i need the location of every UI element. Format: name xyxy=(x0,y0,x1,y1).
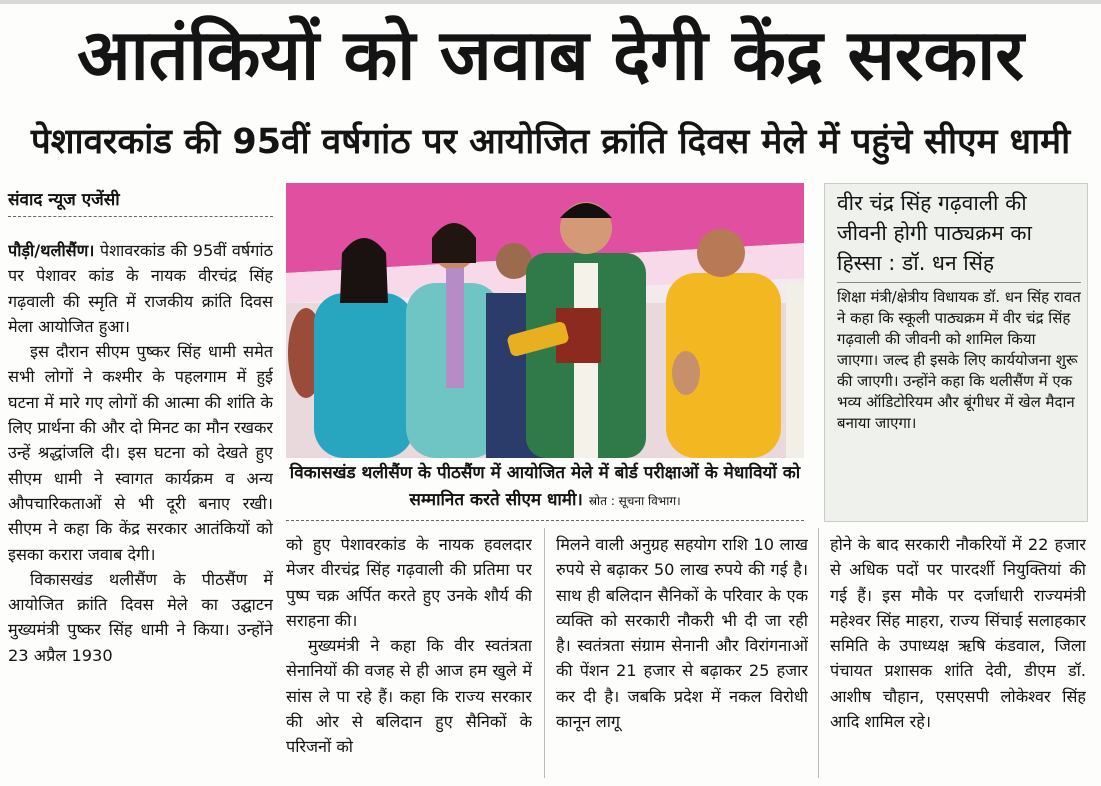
column-divider xyxy=(818,528,819,778)
paragraph: विकासखंड थलीसैंण के पीठसैंण में आयोजित क्रांति दिवस मेले का उद्घाटन मुख्यमंत्री पुष्कर सिंह धामी ने किया। उन्होंने 23 अप्रैल 1930 xyxy=(8,569,273,665)
paragraph: मुख्यमंत्री ने कहा कि वीर स्वतंत्रता सेनानियों की वजह से ही आज हम खुले में सांस ले पा रहे हैं। कहा कि राज्य सरकार की ओर से बलिदान हुए सैनिकों के परिजनों को xyxy=(286,636,532,757)
subheadline: पेशावरकांड की 95वीं वर्षगांठ पर आयोजित क्रांति दिवस मेले में पहुंचे सीएम धामी xyxy=(30,122,1071,162)
paragraph xyxy=(8,238,273,339)
column-divider xyxy=(544,528,545,778)
paragraph: को हुए पेशावरकांड के नायक हवलदार मेजर वीरचंद्र सिंह गढ़वाली की प्रतिमा पर पुष्प चक्र अर्पित करते हुए उनके शौर्य की सराहना की। xyxy=(286,535,532,630)
paragraph: होने के बाद सरकारी नौकरियों में 22 हजार से अधिक पदों पर पारदर्शी नियुक्तियां की गई हैं। इस मौके पर दर्जाधारी राज्यमंत्री महेश्वर सिंह माहरा, राज्य सिंचाई सलाहकार समिति के उपाध्यक्ष ऋषि कंडवाल, जिला पंचायत प्रशासक शांति देवी, डीएम डॉ. आशीष चौहान, एसएसपी लोकेश्वर सिंह आदि शामिल रहे। xyxy=(830,535,1086,732)
sidebar-title: वीर चंद्र सिंह गढ़वाली की जीवनी होगी पाठ्यक्रम का हिस्सा : डॉ. धन सिंह xyxy=(837,188,1081,283)
photo-caption xyxy=(286,460,804,521)
sidebar-body: शिक्षा मंत्री/क्षेत्रीय विधायक डॉ. धन सिंह रावत ने कहा कि स्कूली पाठ्यक्रम में वीर चंद्र सिंह गढ़वाली की जीवनी को शामिल किया जाएगा। जल्द ही इसके लिए कार्ययोजना शुरू की जाएगी। उन्होंने कहा कि थलीसैंण में एक भव्य ऑडिटोरियम और बूंगीधर में खेल मैदान बनाया जाएगा। xyxy=(837,288,1081,432)
dateline: पौड़ी/थलीसैंण। xyxy=(8,241,95,260)
paragraph: इस दौरान सीएम पुष्कर सिंह धामी समेत सभी लोगों ने कश्मीर के पहलगाम में हुई घटना में मारे गए लोगों की आत्मा की शांति के लिए प्रार्थना की और दो मिनट का मौन रखकर उन्हें श्रद्धांजलि दी। इस घटना को देखते हुए सीएम धामी ने स्वागत कार्यक्रम व अन्य औपचारिकताओं से भी दूरी बनाए रखी। सीएम ने कहा कि केंद्र सरकार आतंकियों को इसका करारा जवाब देगी। xyxy=(8,342,273,564)
photo-illustration xyxy=(286,183,804,458)
top-rule xyxy=(0,0,1101,4)
article-column-1 xyxy=(8,238,273,783)
article-column-3 xyxy=(556,532,808,782)
article-column-4 xyxy=(830,532,1086,782)
caption-text: विकासखंड थलीसैंण के पीठसैंण में आयोजित मेले में बोर्ड परीक्षाओं के मेधावियों को सम्मानित करते सीएम धामी। xyxy=(289,463,801,510)
news-photo xyxy=(286,183,804,458)
paragraph: मिलने वाली अनुग्रह सहयोग राशि 10 लाख रुपये से बढ़ाकर 50 लाख रुपये की गई है। साथ ही बलिदान सैनिकों के परिवार के एक व्यक्ति को सरकारी नौकरी भी दी जा रही है। स्वतंत्रता संग्राम सेनानी और विरांगनाओं की पेंशन 21 हजार से बढ़ाकर 25 हजार कर दी है। जबकि प्रदेश में नकल विरोधी कानून लागू xyxy=(556,535,808,732)
paragraph-text: पेशावरकांड की 95वीं वर्षगांठ पर पेशावर कांड के नायक वीरचंद्र सिंह गढ़वाली की स्मृति में राजकीय क्रांति दिवस मेला आयोजित हुआ। xyxy=(8,241,273,336)
byline: संवाद न्यूज एजेंसी xyxy=(8,186,273,217)
headline: आतंकियों को जवाब देगी केंद्र सरकार xyxy=(77,14,1024,96)
caption-source: स्रोत : सूचना विभाग। xyxy=(588,494,681,508)
sidebar-box xyxy=(824,183,1088,522)
article-column-2 xyxy=(286,532,532,782)
